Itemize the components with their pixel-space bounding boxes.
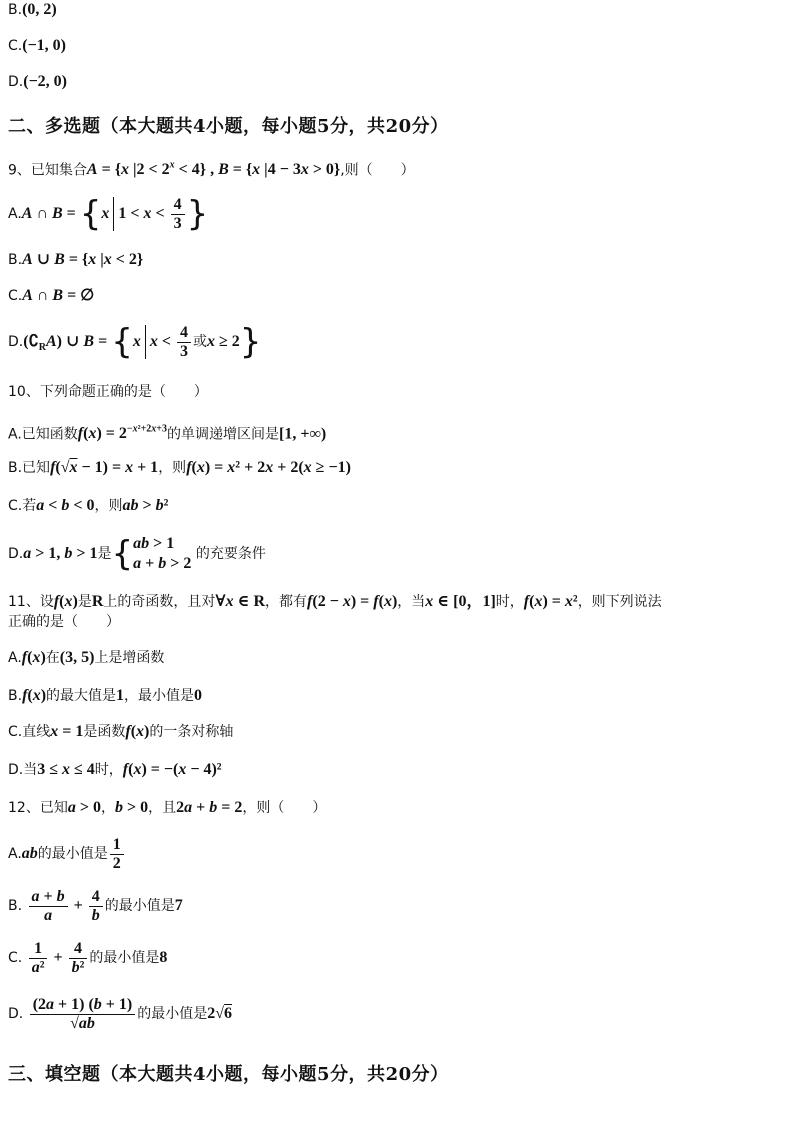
question-11: 11、设f(x)是R上的奇函数，且对∀x ∈ R，都有f(2 − x) = f(x)，当x ∈ [0，1]时，f(x) = x²，则下列说法 xyxy=(8,593,662,610)
question-12-option-a: A.ab的最小值是 $\frac{1}{2}$ xyxy=(8,834,126,874)
question-10-option-a: A.已知函数$f(x) = 2^{-x^2+2x+3}$的单调递增区间是[1, +∞) xyxy=(8,424,327,443)
option-c-q8: C.(−1, 0) xyxy=(8,37,67,54)
option-d-q8: D.(−2, 0) xyxy=(8,73,68,90)
question-10-option-d: D.a > 1, b > 1是{ ab > 1 a + b > 2 的充要条件 xyxy=(8,534,266,574)
question-11-option-d: D.当3 ≤ x ≤ 4时，f(x) = −(x − 4)² xyxy=(8,761,222,778)
question-12-option-c: C. $\frac{1}{\text{a²}}$ + $\frac{4}{\text{b²}}$ 的最小值是8 xyxy=(8,939,168,976)
question-9-option-a: A.A ∩ B = {x 1 < x < $\frac{4}{3}$ } xyxy=(8,194,209,234)
option-b-q8: B.(0, 2) xyxy=(8,1,57,18)
question-9: 9、已知集合A = {x $|2 < 2^x < 4$} , B = {x |4 − 3x > 0},则（ ） xyxy=(8,160,415,179)
question-12-option-b: B. $\frac{a + b}{a}$ + $\frac{4}{b}$ 的最小值是7 xyxy=(8,887,183,924)
section-heading-fill-in: 三、填空题（本大题共4小题，每小题5分，共20分） xyxy=(8,1064,449,1085)
question-10: 10、下列命题正确的是（ ） xyxy=(8,384,208,400)
question-10-option-b: B.已知f(√x − 1) = x + 1，则f(x) = x² + 2x + 2(x ≥ −1) xyxy=(8,459,351,476)
question-11-option-b: B.f(x)的最大值是1，最小值是0 xyxy=(8,687,203,704)
question-11-option-c: C.直线x = 1是函数f(x)的一条对称轴 xyxy=(8,723,234,740)
question-9-option-d: $D.(∁_RA)$ ∪ B = {x x < $\frac{4}{3}$ 或x ≥ 2} xyxy=(8,322,262,362)
question-12: 12、已知a > 0，b > 0，且2a + b = 2，则（ ） xyxy=(8,799,327,816)
question-11-option-a: A.f(x)在(3, 5)上是增函数 xyxy=(8,649,165,666)
section-heading-multiple-choice: 二、多选题（本大题共4小题，每小题5分，共20分） xyxy=(8,116,449,137)
question-9-option-b: B.A ∪ B = {x |x < 2} xyxy=(8,251,144,268)
question-11-continued: 正确的是（ ） xyxy=(8,614,120,630)
question-10-option-c: C.若a < b < 0，则ab > b² xyxy=(8,497,169,514)
question-9-option-c: C.A ∩ B = ∅ xyxy=(8,287,95,304)
question-12-option-d: D. $\frac{(2a + 1) (b + 1)}{√ab}$ 的最小值是2√6 xyxy=(8,995,233,1032)
